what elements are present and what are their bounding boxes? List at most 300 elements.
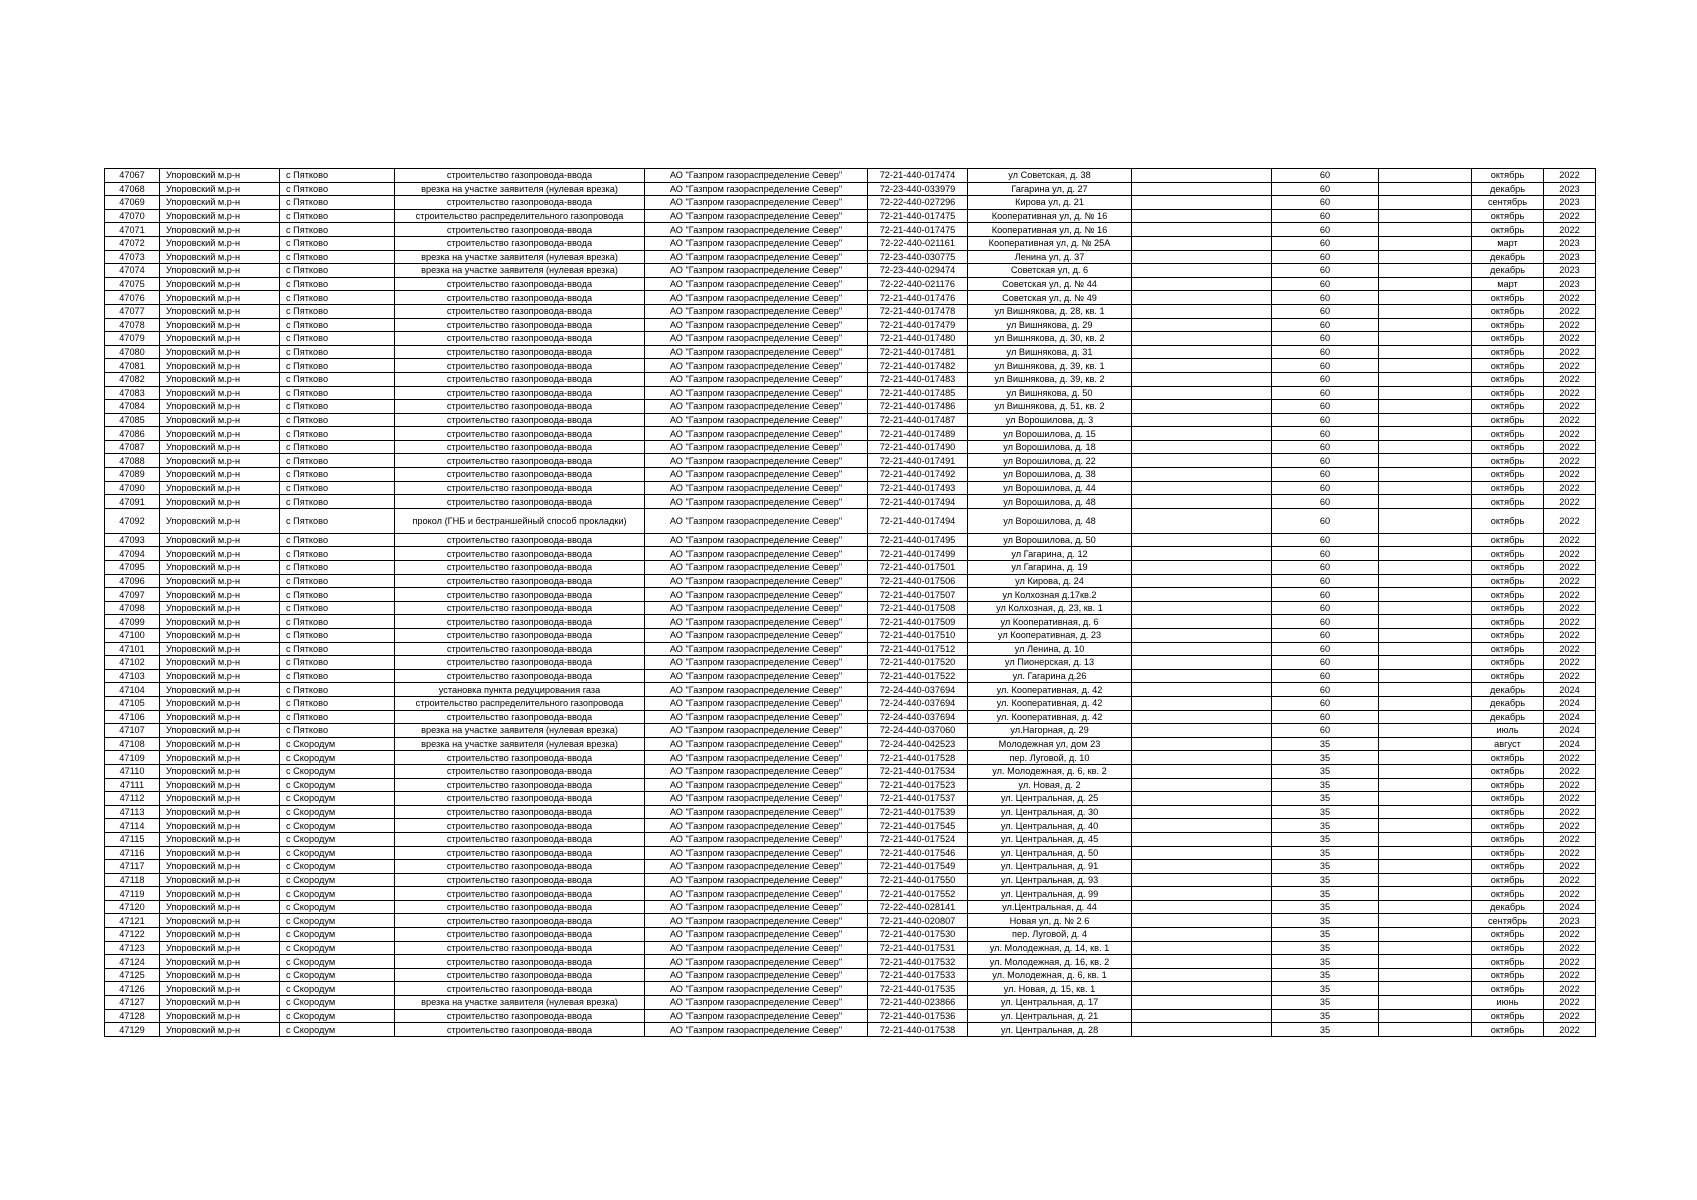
- cell-empty-cell: [1379, 250, 1472, 264]
- cell-settlement: с Пятково: [280, 169, 395, 183]
- cell-year: 2022: [1544, 941, 1596, 955]
- cell-application-number: 72-21-440-017494: [868, 508, 968, 533]
- cell-row-number: 47069: [105, 196, 160, 210]
- cell-empty-cell: [1132, 196, 1272, 210]
- cell-settlement: с Пятково: [280, 481, 395, 495]
- cell-municipality: Упоровский м.р-н: [160, 629, 280, 643]
- cell-settlement: с Пятково: [280, 196, 395, 210]
- cell-application-number: 72-21-440-017499: [868, 547, 968, 561]
- cell-application-number: 72-21-440-017480: [868, 332, 968, 346]
- cell-empty-cell: [1379, 359, 1472, 373]
- cell-row-number: 47103: [105, 669, 160, 683]
- cell-municipality: Упоровский м.р-н: [160, 968, 280, 982]
- cell-pressure-value: 60: [1272, 724, 1379, 738]
- cell-empty-cell: [1132, 832, 1272, 846]
- table-row: [105, 1023, 1596, 1037]
- cell-organization: АО "Газпром газораспределение Север": [645, 533, 868, 547]
- cell-application-number: 72-21-440-017485: [868, 386, 968, 400]
- cell-work-type: строительство газопровода-ввода: [395, 196, 645, 210]
- cell-empty-cell: [1132, 914, 1272, 928]
- cell-pressure-value: 35: [1272, 982, 1379, 996]
- cell-empty-cell: [1379, 805, 1472, 819]
- cell-address: ул. Кооперативная, д. 42: [968, 683, 1132, 697]
- cell-empty-cell: [1379, 318, 1472, 332]
- cell-year: 2024: [1544, 724, 1596, 738]
- cell-month: октябрь: [1472, 846, 1544, 860]
- cell-organization: АО "Газпром газораспределение Север": [645, 468, 868, 482]
- table-row: [105, 900, 1596, 914]
- cell-empty-cell: [1379, 710, 1472, 724]
- cell-municipality: Упоровский м.р-н: [160, 169, 280, 183]
- cell-organization: АО "Газпром газораспределение Север": [645, 481, 868, 495]
- cell-municipality: Упоровский м.р-н: [160, 264, 280, 278]
- table-row: [105, 656, 1596, 670]
- cell-month: октябрь: [1472, 629, 1544, 643]
- cell-empty-cell: [1132, 778, 1272, 792]
- cell-address: ул Кооперативная, д. 23: [968, 629, 1132, 643]
- table-row: [105, 629, 1596, 643]
- table-row: [105, 196, 1596, 210]
- cell-work-type: строительство газопровода-ввода: [395, 547, 645, 561]
- cell-municipality: Упоровский м.р-н: [160, 1023, 280, 1037]
- cell-pressure-value: 35: [1272, 996, 1379, 1010]
- cell-empty-cell: [1379, 236, 1472, 250]
- cell-work-type: строительство газопровода-ввода: [395, 914, 645, 928]
- cell-empty-cell: [1379, 332, 1472, 346]
- cell-municipality: Упоровский м.р-н: [160, 873, 280, 887]
- table-row: [105, 182, 1596, 196]
- cell-pressure-value: 35: [1272, 860, 1379, 874]
- cell-empty-cell: [1132, 561, 1272, 575]
- cell-row-number: 47072: [105, 236, 160, 250]
- cell-month: октябрь: [1472, 533, 1544, 547]
- cell-year: 2024: [1544, 900, 1596, 914]
- cell-month: октябрь: [1472, 764, 1544, 778]
- cell-year: 2022: [1544, 318, 1596, 332]
- cell-empty-cell: [1132, 982, 1272, 996]
- cell-work-type: строительство газопровода-ввода: [395, 318, 645, 332]
- table-row: [105, 669, 1596, 683]
- cell-month: октябрь: [1472, 386, 1544, 400]
- table-row: [105, 481, 1596, 495]
- cell-pressure-value: 60: [1272, 236, 1379, 250]
- cell-row-number: 47109: [105, 751, 160, 765]
- cell-empty-cell: [1132, 386, 1272, 400]
- cell-application-number: 72-21-440-017532: [868, 955, 968, 969]
- cell-month: октябрь: [1472, 792, 1544, 806]
- cell-application-number: 72-21-440-017535: [868, 982, 968, 996]
- cell-year: 2024: [1544, 737, 1596, 751]
- cell-organization: АО "Газпром газораспределение Север": [645, 547, 868, 561]
- cell-settlement: с Скородум: [280, 900, 395, 914]
- cell-application-number: 72-23-440-030775: [868, 250, 968, 264]
- cell-empty-cell: [1132, 1023, 1272, 1037]
- table-row: [105, 332, 1596, 346]
- cell-work-type: строительство газопровода-ввода: [395, 468, 645, 482]
- cell-month: октябрь: [1472, 778, 1544, 792]
- cell-empty-cell: [1379, 669, 1472, 683]
- cell-year: 2022: [1544, 601, 1596, 615]
- cell-empty-cell: [1132, 332, 1272, 346]
- table-row: [105, 996, 1596, 1010]
- cell-address: ул Ворошилова, д. 50: [968, 533, 1132, 547]
- cell-empty-cell: [1379, 900, 1472, 914]
- cell-row-number: 47110: [105, 764, 160, 778]
- cell-row-number: 47086: [105, 427, 160, 441]
- cell-settlement: с Скородум: [280, 1023, 395, 1037]
- cell-empty-cell: [1132, 629, 1272, 643]
- cell-application-number: 72-21-440-017536: [868, 1009, 968, 1023]
- cell-pressure-value: 35: [1272, 1009, 1379, 1023]
- cell-year: 2022: [1544, 468, 1596, 482]
- cell-organization: АО "Газпром газораспределение Север": [645, 372, 868, 386]
- cell-row-number: 47100: [105, 629, 160, 643]
- cell-month: октябрь: [1472, 413, 1544, 427]
- cell-empty-cell: [1379, 413, 1472, 427]
- cell-pressure-value: 60: [1272, 669, 1379, 683]
- cell-municipality: Упоровский м.р-н: [160, 928, 280, 942]
- cell-empty-cell: [1132, 169, 1272, 183]
- cell-address: ул Ворошилова, д. 15: [968, 427, 1132, 441]
- cell-empty-cell: [1132, 481, 1272, 495]
- cell-settlement: с Скородум: [280, 846, 395, 860]
- cell-pressure-value: 60: [1272, 710, 1379, 724]
- cell-empty-cell: [1379, 887, 1472, 901]
- cell-municipality: Упоровский м.р-н: [160, 277, 280, 291]
- cell-pressure-value: 60: [1272, 588, 1379, 602]
- cell-row-number: 47093: [105, 533, 160, 547]
- cell-year: 2022: [1544, 642, 1596, 656]
- cell-pressure-value: 60: [1272, 547, 1379, 561]
- cell-month: октябрь: [1472, 1009, 1544, 1023]
- cell-municipality: Упоровский м.р-н: [160, 751, 280, 765]
- cell-pressure-value: 60: [1272, 601, 1379, 615]
- cell-year: 2022: [1544, 508, 1596, 533]
- cell-organization: АО "Газпром газораспределение Север": [645, 508, 868, 533]
- cell-month: декабрь: [1472, 683, 1544, 697]
- cell-empty-cell: [1379, 941, 1472, 955]
- cell-row-number: 47114: [105, 819, 160, 833]
- cell-month: октябрь: [1472, 928, 1544, 942]
- cell-month: июнь: [1472, 996, 1544, 1010]
- cell-settlement: с Пятково: [280, 642, 395, 656]
- cell-municipality: Упоровский м.р-н: [160, 724, 280, 738]
- cell-pressure-value: 60: [1272, 318, 1379, 332]
- cell-municipality: Упоровский м.р-н: [160, 400, 280, 414]
- cell-work-type: строительство газопровода-ввода: [395, 601, 645, 615]
- cell-work-type: строительство газопровода-ввода: [395, 778, 645, 792]
- cell-organization: АО "Газпром газораспределение Север": [645, 887, 868, 901]
- cell-pressure-value: 35: [1272, 846, 1379, 860]
- cell-organization: АО "Газпром газораспределение Север": [645, 982, 868, 996]
- cell-row-number: 47128: [105, 1009, 160, 1023]
- table-row: [105, 223, 1596, 237]
- cell-row-number: 47106: [105, 710, 160, 724]
- cell-organization: АО "Газпром газораспределение Север": [645, 846, 868, 860]
- cell-organization: АО "Газпром газораспределение Север": [645, 914, 868, 928]
- cell-month: декабрь: [1472, 264, 1544, 278]
- cell-work-type: строительство газопровода-ввода: [395, 400, 645, 414]
- table-row: [105, 955, 1596, 969]
- cell-address: Молодежная ул, дом 23: [968, 737, 1132, 751]
- cell-application-number: 72-22-440-027296: [868, 196, 968, 210]
- cell-organization: АО "Газпром газораспределение Север": [645, 318, 868, 332]
- cell-work-type: строительство газопровода-ввода: [395, 481, 645, 495]
- cell-empty-cell: [1132, 182, 1272, 196]
- cell-work-type: строительство газопровода-ввода: [395, 860, 645, 874]
- cell-row-number: 47095: [105, 561, 160, 575]
- cell-pressure-value: 35: [1272, 941, 1379, 955]
- table-row: [105, 792, 1596, 806]
- table-row: [105, 683, 1596, 697]
- cell-settlement: с Скородум: [280, 805, 395, 819]
- cell-municipality: Упоровский м.р-н: [160, 345, 280, 359]
- cell-empty-cell: [1379, 629, 1472, 643]
- cell-year: 2022: [1544, 495, 1596, 509]
- cell-application-number: 72-21-440-017489: [868, 427, 968, 441]
- cell-empty-cell: [1379, 508, 1472, 533]
- cell-organization: АО "Газпром газораспределение Север": [645, 900, 868, 914]
- cell-organization: АО "Газпром газораспределение Север": [645, 332, 868, 346]
- cell-empty-cell: [1132, 900, 1272, 914]
- cell-work-type: строительство распределительного газопровода: [395, 209, 645, 223]
- cell-municipality: Упоровский м.р-н: [160, 860, 280, 874]
- cell-organization: АО "Газпром газораспределение Север": [645, 656, 868, 670]
- cell-empty-cell: [1132, 264, 1272, 278]
- cell-municipality: Упоровский м.р-н: [160, 332, 280, 346]
- cell-work-type: строительство газопровода-ввода: [395, 304, 645, 318]
- cell-month: октябрь: [1472, 574, 1544, 588]
- table-row: [105, 860, 1596, 874]
- cell-empty-cell: [1379, 547, 1472, 561]
- cell-pressure-value: 60: [1272, 277, 1379, 291]
- cell-year: 2022: [1544, 996, 1596, 1010]
- cell-municipality: Упоровский м.р-н: [160, 669, 280, 683]
- cell-municipality: Упоровский м.р-н: [160, 588, 280, 602]
- cell-address: ул. Новая, д. 2: [968, 778, 1132, 792]
- cell-address: пер. Луговой, д. 10: [968, 751, 1132, 765]
- cell-municipality: Упоровский м.р-н: [160, 1009, 280, 1023]
- cell-empty-cell: [1132, 737, 1272, 751]
- cell-year: 2022: [1544, 533, 1596, 547]
- cell-work-type: строительство газопровода-ввода: [395, 386, 645, 400]
- cell-empty-cell: [1132, 277, 1272, 291]
- cell-application-number: 72-21-440-023866: [868, 996, 968, 1010]
- cell-settlement: с Пятково: [280, 386, 395, 400]
- cell-row-number: 47113: [105, 805, 160, 819]
- cell-year: 2022: [1544, 304, 1596, 318]
- cell-municipality: Упоровский м.р-н: [160, 427, 280, 441]
- cell-settlement: с Пятково: [280, 561, 395, 575]
- table-row: [105, 601, 1596, 615]
- cell-address: ул. Центральная, д. 99: [968, 887, 1132, 901]
- cell-row-number: 47122: [105, 928, 160, 942]
- cell-application-number: 72-21-440-017512: [868, 642, 968, 656]
- cell-settlement: с Скородум: [280, 914, 395, 928]
- cell-application-number: 72-21-440-017552: [868, 887, 968, 901]
- cell-address: ул. Центральная, д. 50: [968, 846, 1132, 860]
- cell-year: 2022: [1544, 819, 1596, 833]
- cell-row-number: 47105: [105, 696, 160, 710]
- cell-municipality: Упоровский м.р-н: [160, 996, 280, 1010]
- cell-empty-cell: [1132, 819, 1272, 833]
- cell-month: октябрь: [1472, 332, 1544, 346]
- table-row: [105, 561, 1596, 575]
- cell-application-number: 72-23-440-033979: [868, 182, 968, 196]
- cell-settlement: с Скородум: [280, 996, 395, 1010]
- cell-row-number: 47115: [105, 832, 160, 846]
- cell-municipality: Упоровский м.р-н: [160, 764, 280, 778]
- cell-month: октябрь: [1472, 318, 1544, 332]
- cell-organization: АО "Газпром газораспределение Север": [645, 832, 868, 846]
- cell-year: 2023: [1544, 236, 1596, 250]
- cell-municipality: Упоровский м.р-н: [160, 495, 280, 509]
- cell-municipality: Упоровский м.р-н: [160, 561, 280, 575]
- cell-address: ул. Кооперативная, д. 42: [968, 710, 1132, 724]
- cell-work-type: строительство газопровода-ввода: [395, 819, 645, 833]
- cell-settlement: с Пятково: [280, 182, 395, 196]
- cell-organization: АО "Газпром газораспределение Север": [645, 669, 868, 683]
- cell-month: октябрь: [1472, 427, 1544, 441]
- cell-empty-cell: [1132, 291, 1272, 305]
- cell-application-number: 72-21-440-017546: [868, 846, 968, 860]
- cell-settlement: с Скородум: [280, 1009, 395, 1023]
- cell-settlement: с Пятково: [280, 508, 395, 533]
- cell-empty-cell: [1379, 737, 1472, 751]
- cell-empty-cell: [1379, 928, 1472, 942]
- cell-organization: АО "Газпром газораспределение Север": [645, 400, 868, 414]
- cell-work-type: строительство газопровода-ввода: [395, 1023, 645, 1037]
- cell-pressure-value: 35: [1272, 792, 1379, 806]
- cell-municipality: Упоровский м.р-н: [160, 533, 280, 547]
- cell-settlement: с Пятково: [280, 277, 395, 291]
- cell-settlement: с Пятково: [280, 656, 395, 670]
- cell-month: декабрь: [1472, 182, 1544, 196]
- cell-application-number: 72-21-440-017476: [868, 291, 968, 305]
- cell-application-number: 72-21-440-017509: [868, 615, 968, 629]
- cell-empty-cell: [1379, 751, 1472, 765]
- cell-month: октябрь: [1472, 495, 1544, 509]
- cell-month: октябрь: [1472, 805, 1544, 819]
- cell-address: ул Ворошилова, д. 48: [968, 508, 1132, 533]
- cell-address: Советская ул, д. 6: [968, 264, 1132, 278]
- cell-work-type: строительство газопровода-ввода: [395, 236, 645, 250]
- table-row: [105, 737, 1596, 751]
- table-row: [105, 819, 1596, 833]
- cell-empty-cell: [1132, 495, 1272, 509]
- cell-year: 2022: [1544, 413, 1596, 427]
- cell-pressure-value: 60: [1272, 533, 1379, 547]
- cell-row-number: 47126: [105, 982, 160, 996]
- cell-row-number: 47080: [105, 345, 160, 359]
- cell-work-type: врезка на участке заявителя (нулевая врезка): [395, 264, 645, 278]
- cell-work-type: строительство газопровода-ввода: [395, 574, 645, 588]
- cell-address: ул. Центральная, д. 25: [968, 792, 1132, 806]
- cell-empty-cell: [1132, 683, 1272, 697]
- cell-year: 2022: [1544, 547, 1596, 561]
- cell-empty-cell: [1132, 588, 1272, 602]
- cell-organization: АО "Газпром газораспределение Север": [645, 778, 868, 792]
- cell-row-number: 47096: [105, 574, 160, 588]
- cell-organization: АО "Газпром газораспределение Север": [645, 196, 868, 210]
- cell-year: 2022: [1544, 968, 1596, 982]
- cell-settlement: с Пятково: [280, 209, 395, 223]
- cell-empty-cell: [1132, 805, 1272, 819]
- cell-year: 2022: [1544, 764, 1596, 778]
- cell-row-number: 47084: [105, 400, 160, 414]
- cell-pressure-value: 60: [1272, 386, 1379, 400]
- cell-empty-cell: [1379, 982, 1472, 996]
- cell-empty-cell: [1132, 223, 1272, 237]
- cell-month: август: [1472, 737, 1544, 751]
- cell-address: ул Ворошилова, д. 3: [968, 413, 1132, 427]
- cell-empty-cell: [1379, 696, 1472, 710]
- cell-organization: АО "Газпром газораспределение Север": [645, 805, 868, 819]
- table-row: [105, 547, 1596, 561]
- cell-settlement: с Скородум: [280, 873, 395, 887]
- cell-month: октябрь: [1472, 209, 1544, 223]
- cell-organization: АО "Газпром газораспределение Север": [645, 601, 868, 615]
- table-row: [105, 209, 1596, 223]
- table-row: [105, 914, 1596, 928]
- cell-year: 2022: [1544, 860, 1596, 874]
- cell-application-number: 72-21-440-017508: [868, 601, 968, 615]
- cell-empty-cell: [1379, 846, 1472, 860]
- cell-municipality: Упоровский м.р-н: [160, 955, 280, 969]
- cell-address: ул Колхозная, д. 23, кв. 1: [968, 601, 1132, 615]
- cell-pressure-value: 60: [1272, 561, 1379, 575]
- cell-address: ул Ленина, д. 10: [968, 642, 1132, 656]
- cell-year: 2022: [1544, 832, 1596, 846]
- table-row: [105, 588, 1596, 602]
- cell-year: 2022: [1544, 873, 1596, 887]
- cell-month: октябрь: [1472, 887, 1544, 901]
- cell-address: Кирова ул, д. 21: [968, 196, 1132, 210]
- table-row: [105, 941, 1596, 955]
- cell-settlement: с Пятково: [280, 468, 395, 482]
- cell-month: декабрь: [1472, 250, 1544, 264]
- cell-work-type: врезка на участке заявителя (нулевая врезка): [395, 724, 645, 738]
- cell-address: ул Кооперативная, д. 6: [968, 615, 1132, 629]
- cell-row-number: 47075: [105, 277, 160, 291]
- cell-empty-cell: [1379, 792, 1472, 806]
- cell-organization: АО "Газпром газораспределение Север": [645, 427, 868, 441]
- cell-settlement: с Пятково: [280, 547, 395, 561]
- cell-empty-cell: [1379, 196, 1472, 210]
- cell-settlement: с Скородум: [280, 819, 395, 833]
- cell-organization: АО "Газпром газораспределение Север": [645, 873, 868, 887]
- cell-year: 2022: [1544, 887, 1596, 901]
- cell-settlement: с Пятково: [280, 615, 395, 629]
- cell-row-number: 47121: [105, 914, 160, 928]
- cell-pressure-value: 35: [1272, 737, 1379, 751]
- cell-row-number: 47088: [105, 454, 160, 468]
- cell-organization: АО "Газпром газораспределение Север": [645, 169, 868, 183]
- cell-settlement: с Пятково: [280, 574, 395, 588]
- cell-empty-cell: [1132, 345, 1272, 359]
- cell-empty-cell: [1132, 236, 1272, 250]
- cell-year: 2022: [1544, 778, 1596, 792]
- cell-application-number: 72-21-440-017510: [868, 629, 968, 643]
- cell-address: ул. Центральная, д. 21: [968, 1009, 1132, 1023]
- cell-organization: АО "Газпром газораспределение Север": [645, 751, 868, 765]
- cell-row-number: 47070: [105, 209, 160, 223]
- cell-row-number: 47117: [105, 860, 160, 874]
- cell-address: ул. Центральная, д. 30: [968, 805, 1132, 819]
- cell-municipality: Упоровский м.р-н: [160, 710, 280, 724]
- cell-work-type: строительство газопровода-ввода: [395, 332, 645, 346]
- table-row: [105, 427, 1596, 441]
